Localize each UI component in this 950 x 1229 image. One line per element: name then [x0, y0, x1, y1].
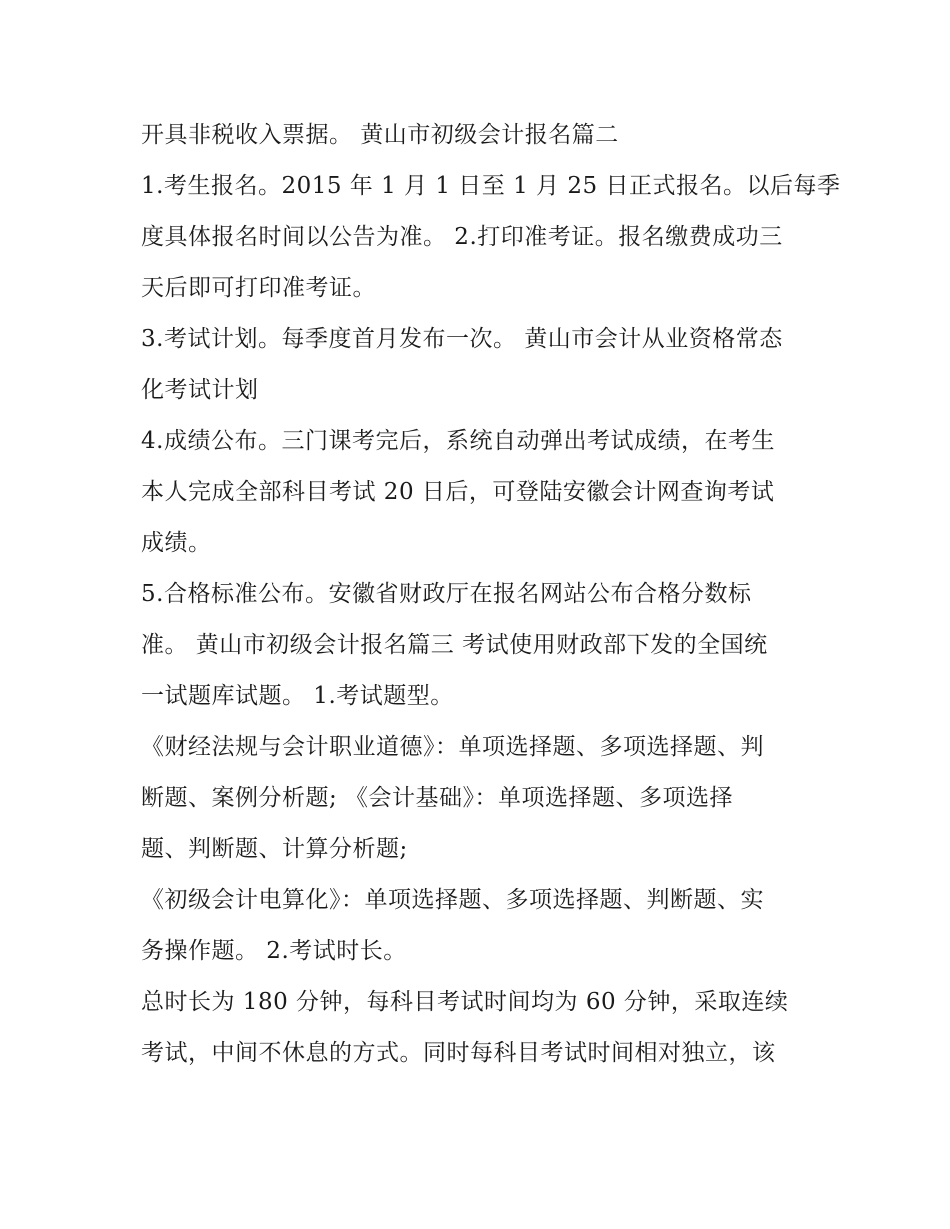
text-line: 一试题库试题。 1.考试题型。 — [141, 683, 454, 709]
text-line: 题、判断题、计算分析题; — [141, 836, 408, 862]
document-body-text — [141, 110, 841, 1079]
text-line: 准。 黄山市初级会计报名篇三 考试使用财政部下发的全国统 — [141, 632, 768, 658]
text-line: 3.考试计划。每季度首月发布一次。 黄山市会计从业资格常态 — [141, 326, 783, 352]
text-line: 本人完成全部科目考试 20 日后，可登陆安徽会计网查询考试 — [141, 479, 775, 505]
text-line: 成绩。 — [141, 530, 212, 556]
text-line: 5.合格标准公布。安徽省财政厅在报名网站公布合格分数标 — [141, 581, 752, 607]
text-line: 度具体报名时间以公告为准。 2.打印准考证。报名缴费成功三 — [141, 224, 783, 250]
text-line: 4.成绩公布。三门课考完后，系统自动弹出考试成绩，在考生 — [141, 428, 775, 454]
text-line: 1.考生报名。2015 年 1 月 1 日至 1 月 25 日正式报名。以后每季 — [141, 173, 841, 199]
text-line: 化考试计划 — [141, 377, 259, 403]
text-line: 断题、案例分析题; 《会计基础》：单项选择题、多项选择 — [141, 785, 734, 811]
text-line: 开具非税收入票据。 黄山市初级会计报名篇二 — [141, 122, 619, 148]
text-line: 总时长为 180 分钟，每科目考试时间均为 60 分钟，采取连续 — [141, 989, 789, 1015]
text-line: 天后即可打印准考证。 — [141, 275, 376, 301]
text-line: 《财经法规与会计职业道德》：单项选择题、多项选择题、判 — [141, 734, 764, 760]
text-line: 务操作题。 2.考试时长。 — [141, 938, 407, 964]
text-line: 考试，中间不休息的方式。同时每科目考试时间相对独立，该 — [141, 1040, 776, 1066]
text-line: 《初级会计电算化》：单项选择题、多项选择题、判断题、实 — [141, 887, 764, 913]
